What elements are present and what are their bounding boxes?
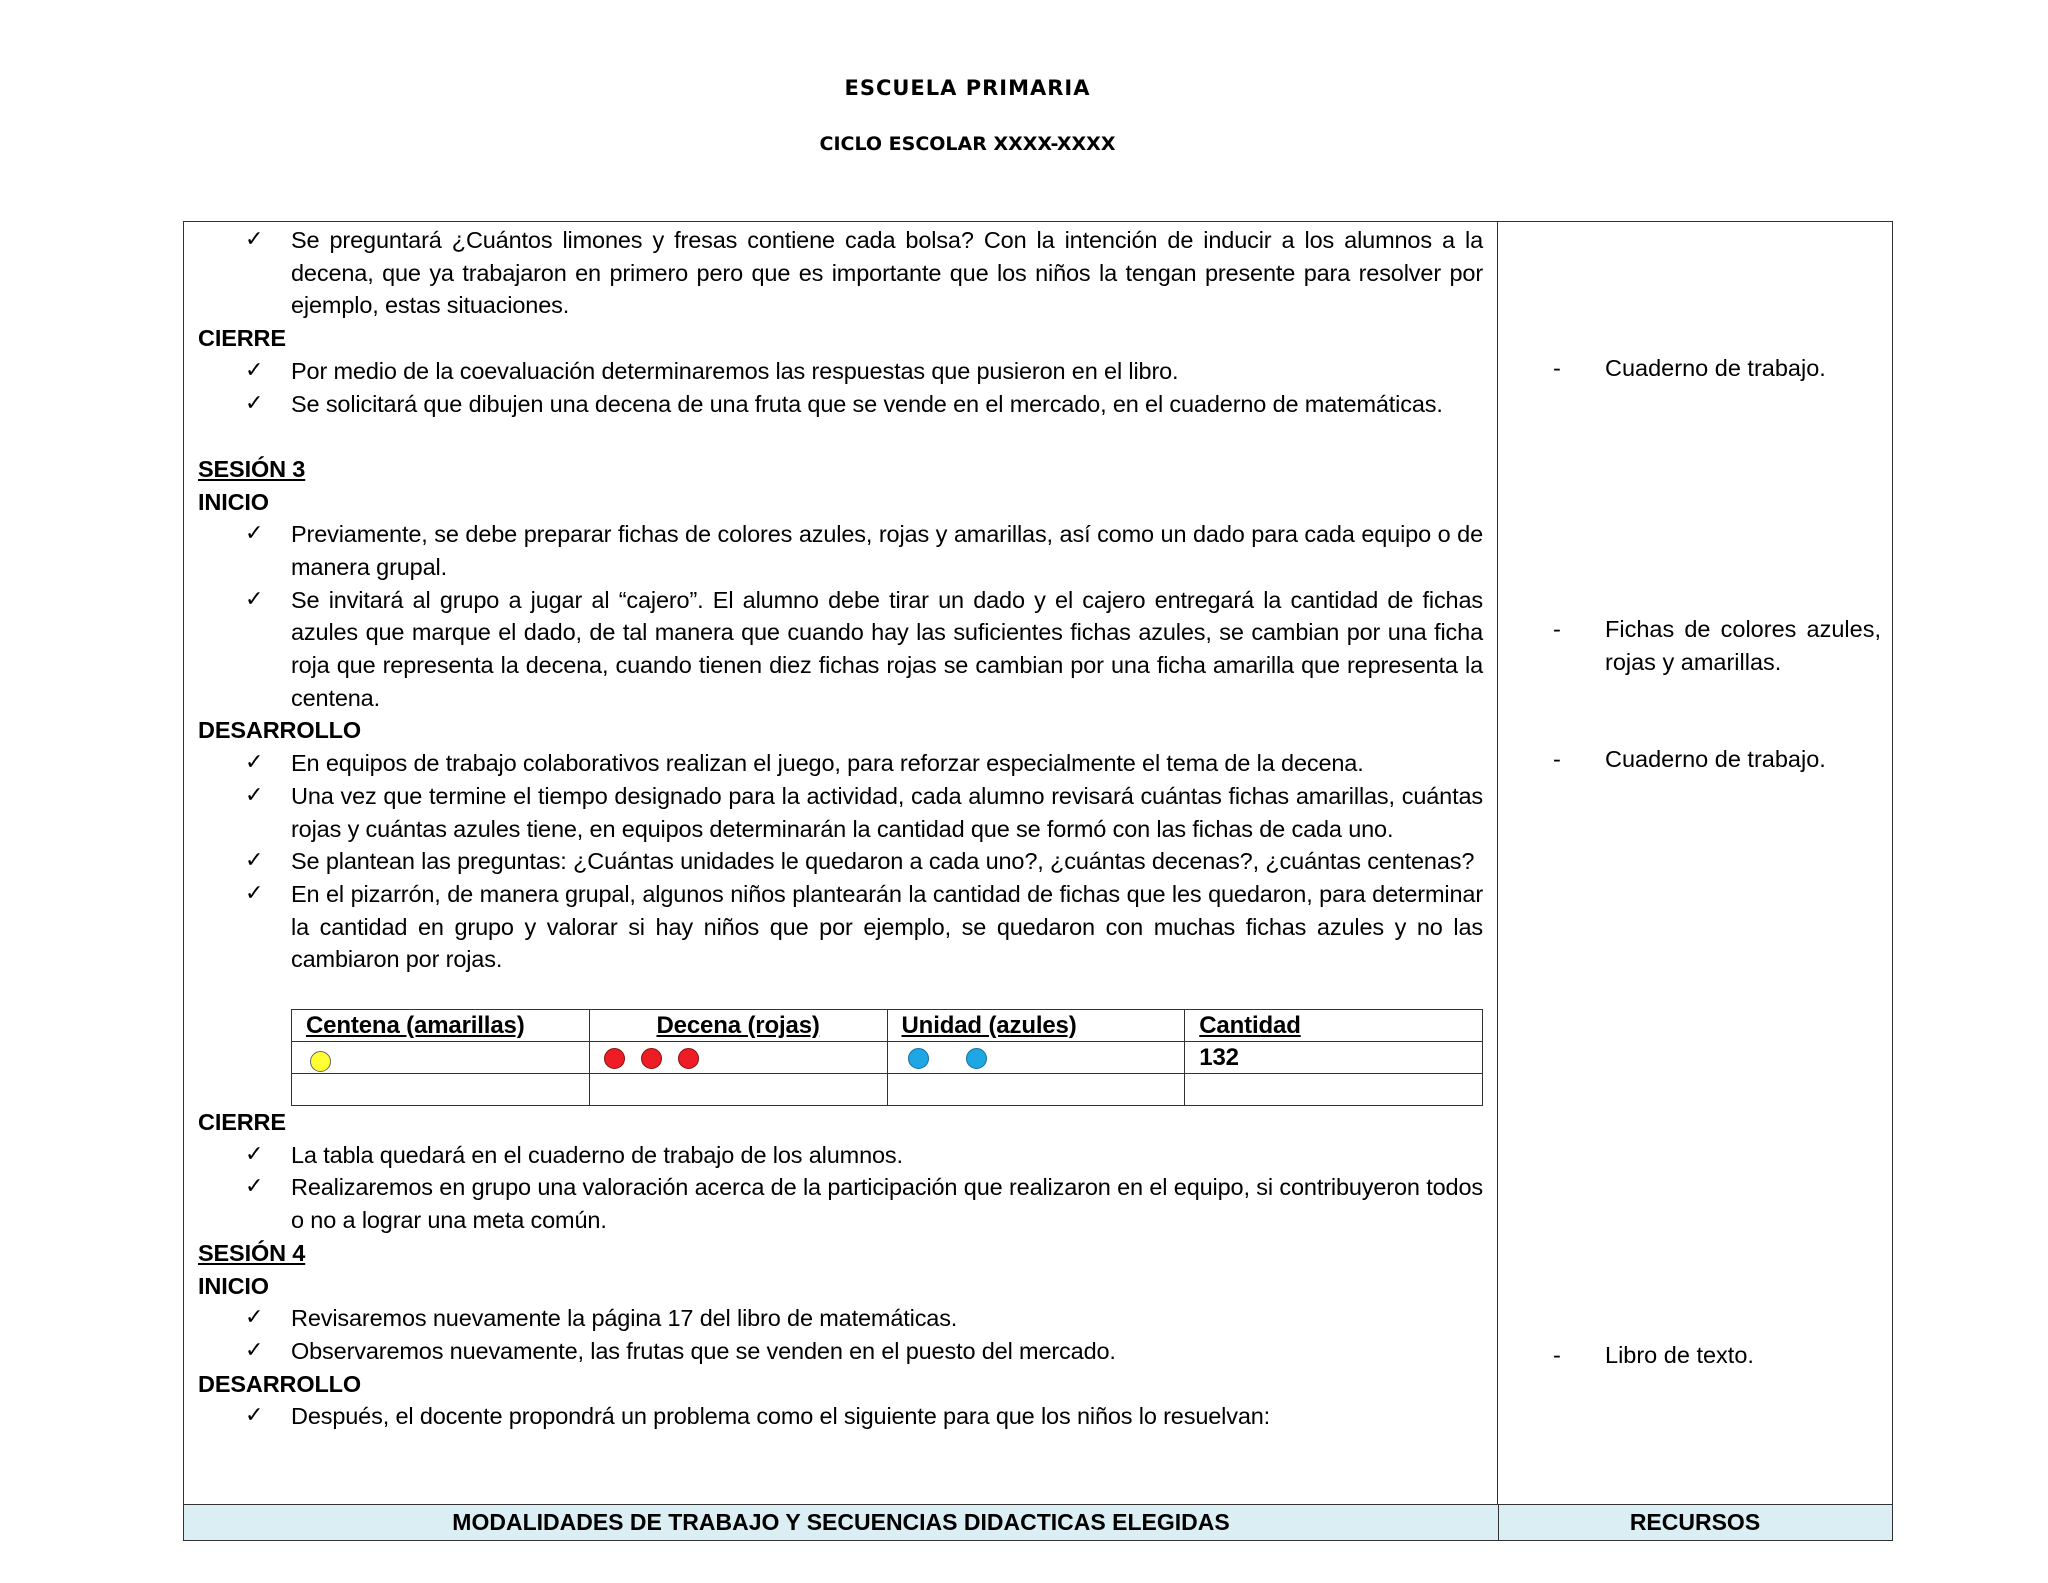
dash-bullet: - [1553,616,1561,642]
resource-text: Cuaderno de trabajo. [1605,746,1826,772]
item-text: Se solicitará que dibujen una decena de una fruta que se vende en el mercado, en el cuaderno de matemáticas. [291,390,1443,417]
checklist-item [198,780,1483,845]
checklist-item [198,1139,1483,1172]
header-decena: Decena (rojas) [589,1010,887,1042]
item-text: Se preguntará ¿Cuántos limones y fresas contiene cada bolsa? Con la intención de inducir a los alumnos a la decena, que ya trabajaron en primero pero que es importante que los niños la tengan presente para resolver por ejemplo, estas situaciones. [291,227,1483,319]
resource-text: Libro de texto. [1605,1342,1754,1368]
column-divider [1497,221,1498,1541]
checklist-item [198,747,1483,780]
check-icon: ✓ [245,1141,264,1167]
red-chip-icon [678,1048,699,1069]
inicio-heading: INICIO [198,488,269,515]
check-icon: ✓ [245,357,264,383]
centena-cell [292,1042,590,1074]
empty-cell [1185,1074,1483,1106]
cierre-heading: CIERRE [198,325,286,352]
item-text: Por medio de la coevaluación determinaremos las respuestas que pusieron en el libro. [291,357,1179,384]
checklist-item [198,845,1483,878]
header-unidad: Unidad (azules) [887,1010,1185,1042]
school-name: ESCUELA PRIMARIA [844,76,1091,100]
desarrollo-heading: DESARROLLO [198,1370,362,1397]
checklist-item [198,224,1483,322]
checklist-item [198,1171,1483,1236]
activities-column [198,224,1483,1433]
checklist-item [198,1400,1483,1433]
check-icon: ✓ [245,848,264,874]
checklist-item [198,584,1483,715]
empty-cell [292,1074,590,1106]
table-header-row [292,1010,1483,1042]
empty-cell [887,1074,1185,1106]
footer-activities-label: MODALIDADES DE TRABAJO Y SECUENCIAS DIDACTICAS ELEGIDAS [184,1505,1499,1540]
item-text: En el pizarrón, de manera grupal, algunos niños plantearán la cantidad de fichas que les quedaron, para determinar la cantidad en grupo y valorar si hay niños que por ejemplo, se quedaron con muchas fichas azules y no las cambiaron por rojas. [291,880,1483,973]
check-icon: ✓ [245,1305,264,1331]
school-cycle: CICLO ESCOLAR XXXX-XXXX [819,133,1116,155]
cierre-heading: CIERRE [198,1109,286,1136]
desarrollo-heading: DESARROLLO [198,717,362,744]
check-icon: ✓ [245,390,264,416]
check-icon: ✓ [245,1174,264,1200]
item-text: Se plantean las preguntas: ¿Cuántas unidades le quedaron a cada uno?, ¿cuántas decenas?, ¿cuántas centenas? [291,848,1475,875]
check-icon: ✓ [245,227,264,252]
red-chip-icon [604,1048,625,1069]
check-icon: ✓ [245,880,264,906]
dash-bullet: - [1553,1342,1561,1368]
checklist-item [198,355,1483,388]
item-text: En equipos de trabajo colaborativos realizan el juego, para reforzar especialmente el tema de la decena. [291,750,1364,777]
table-row-empty [292,1074,1483,1106]
checklist-item [198,518,1483,583]
inicio-heading: INICIO [198,1272,269,1299]
blue-chip-icon [908,1048,929,1069]
resource-text: Cuaderno de trabajo. [1605,355,1826,381]
decena-cell [589,1042,887,1074]
checklist-item [198,1302,1483,1335]
unidad-cell [887,1042,1185,1074]
yellow-chip-icon [310,1051,331,1072]
table-footer [183,1504,1893,1541]
checklist-item [198,388,1483,421]
item-text: Observaremos nuevamente, las frutas que se venden en el puesto del mercado. [291,1337,1116,1364]
dash-bullet: - [1553,355,1561,381]
item-text: La tabla quedará en el cuaderno de trabajo de los alumnos. [291,1141,903,1168]
check-icon: ✓ [245,1403,264,1429]
item-text: Se invitará al grupo a jugar al “cajero”. El alumno debe tirar un dado y el cajero entregará la cantidad de fichas azules que marque el dado, de tal manera que cuando hay las suficientes fichas azules, se cambian por una ficha roja que representa la decena, cuando tienen diez fichas rojas se cambian por una ficha amarilla que representa la centena. [291,586,1483,711]
table-row [292,1042,1483,1074]
cantidad-cell: 132 [1185,1042,1483,1074]
dash-bullet: - [1553,746,1561,772]
item-text: Previamente, se debe preparar fichas de colores azules, rojas y amarillas, así como un dado para cada equipo o de manera grupal. [291,521,1483,580]
resource-text: Fichas de colores azules, rojas y amarillas. [1605,616,1881,675]
session-4-heading: SESIÓN 4 [198,1239,306,1266]
blue-chip-icon [966,1048,987,1069]
session-3-heading: SESIÓN 3 [198,455,306,482]
red-chip-icon [641,1048,662,1069]
check-icon: ✓ [245,521,264,547]
checklist-item [198,1335,1483,1368]
footer-resources-label: RECURSOS [1629,1509,1761,1535]
empty-cell [589,1074,887,1106]
check-icon: ✓ [245,586,264,612]
checklist-item [198,878,1483,976]
item-text: Una vez que termine el tiempo designado para la actividad, cada alumno revisará cuántas fichas amarillas, cuántas rojas y cuántas azules tiene, en equipos determinarán la cantidad que se formó con las fichas de cada uno. [291,782,1483,842]
item-text: Realizaremos en grupo una valoración acerca de la participación que realizaron en el equipo, si contribuyeron todos o no a lograr una meta común. [291,1174,1483,1234]
item-text: Después, el docente propondrá un problema como el siguiente para que los niños lo resuelvan: [291,1403,1271,1430]
chips-table [291,1009,1483,1106]
item-text: Revisaremos nuevamente la página 17 del libro de matemáticas. [291,1305,958,1332]
check-icon: ✓ [245,750,264,776]
header-cantidad: Cantidad [1185,1010,1483,1042]
header-centena: Centena (amarillas) [292,1010,590,1042]
check-icon: ✓ [245,782,264,808]
check-icon: ✓ [245,1337,264,1363]
